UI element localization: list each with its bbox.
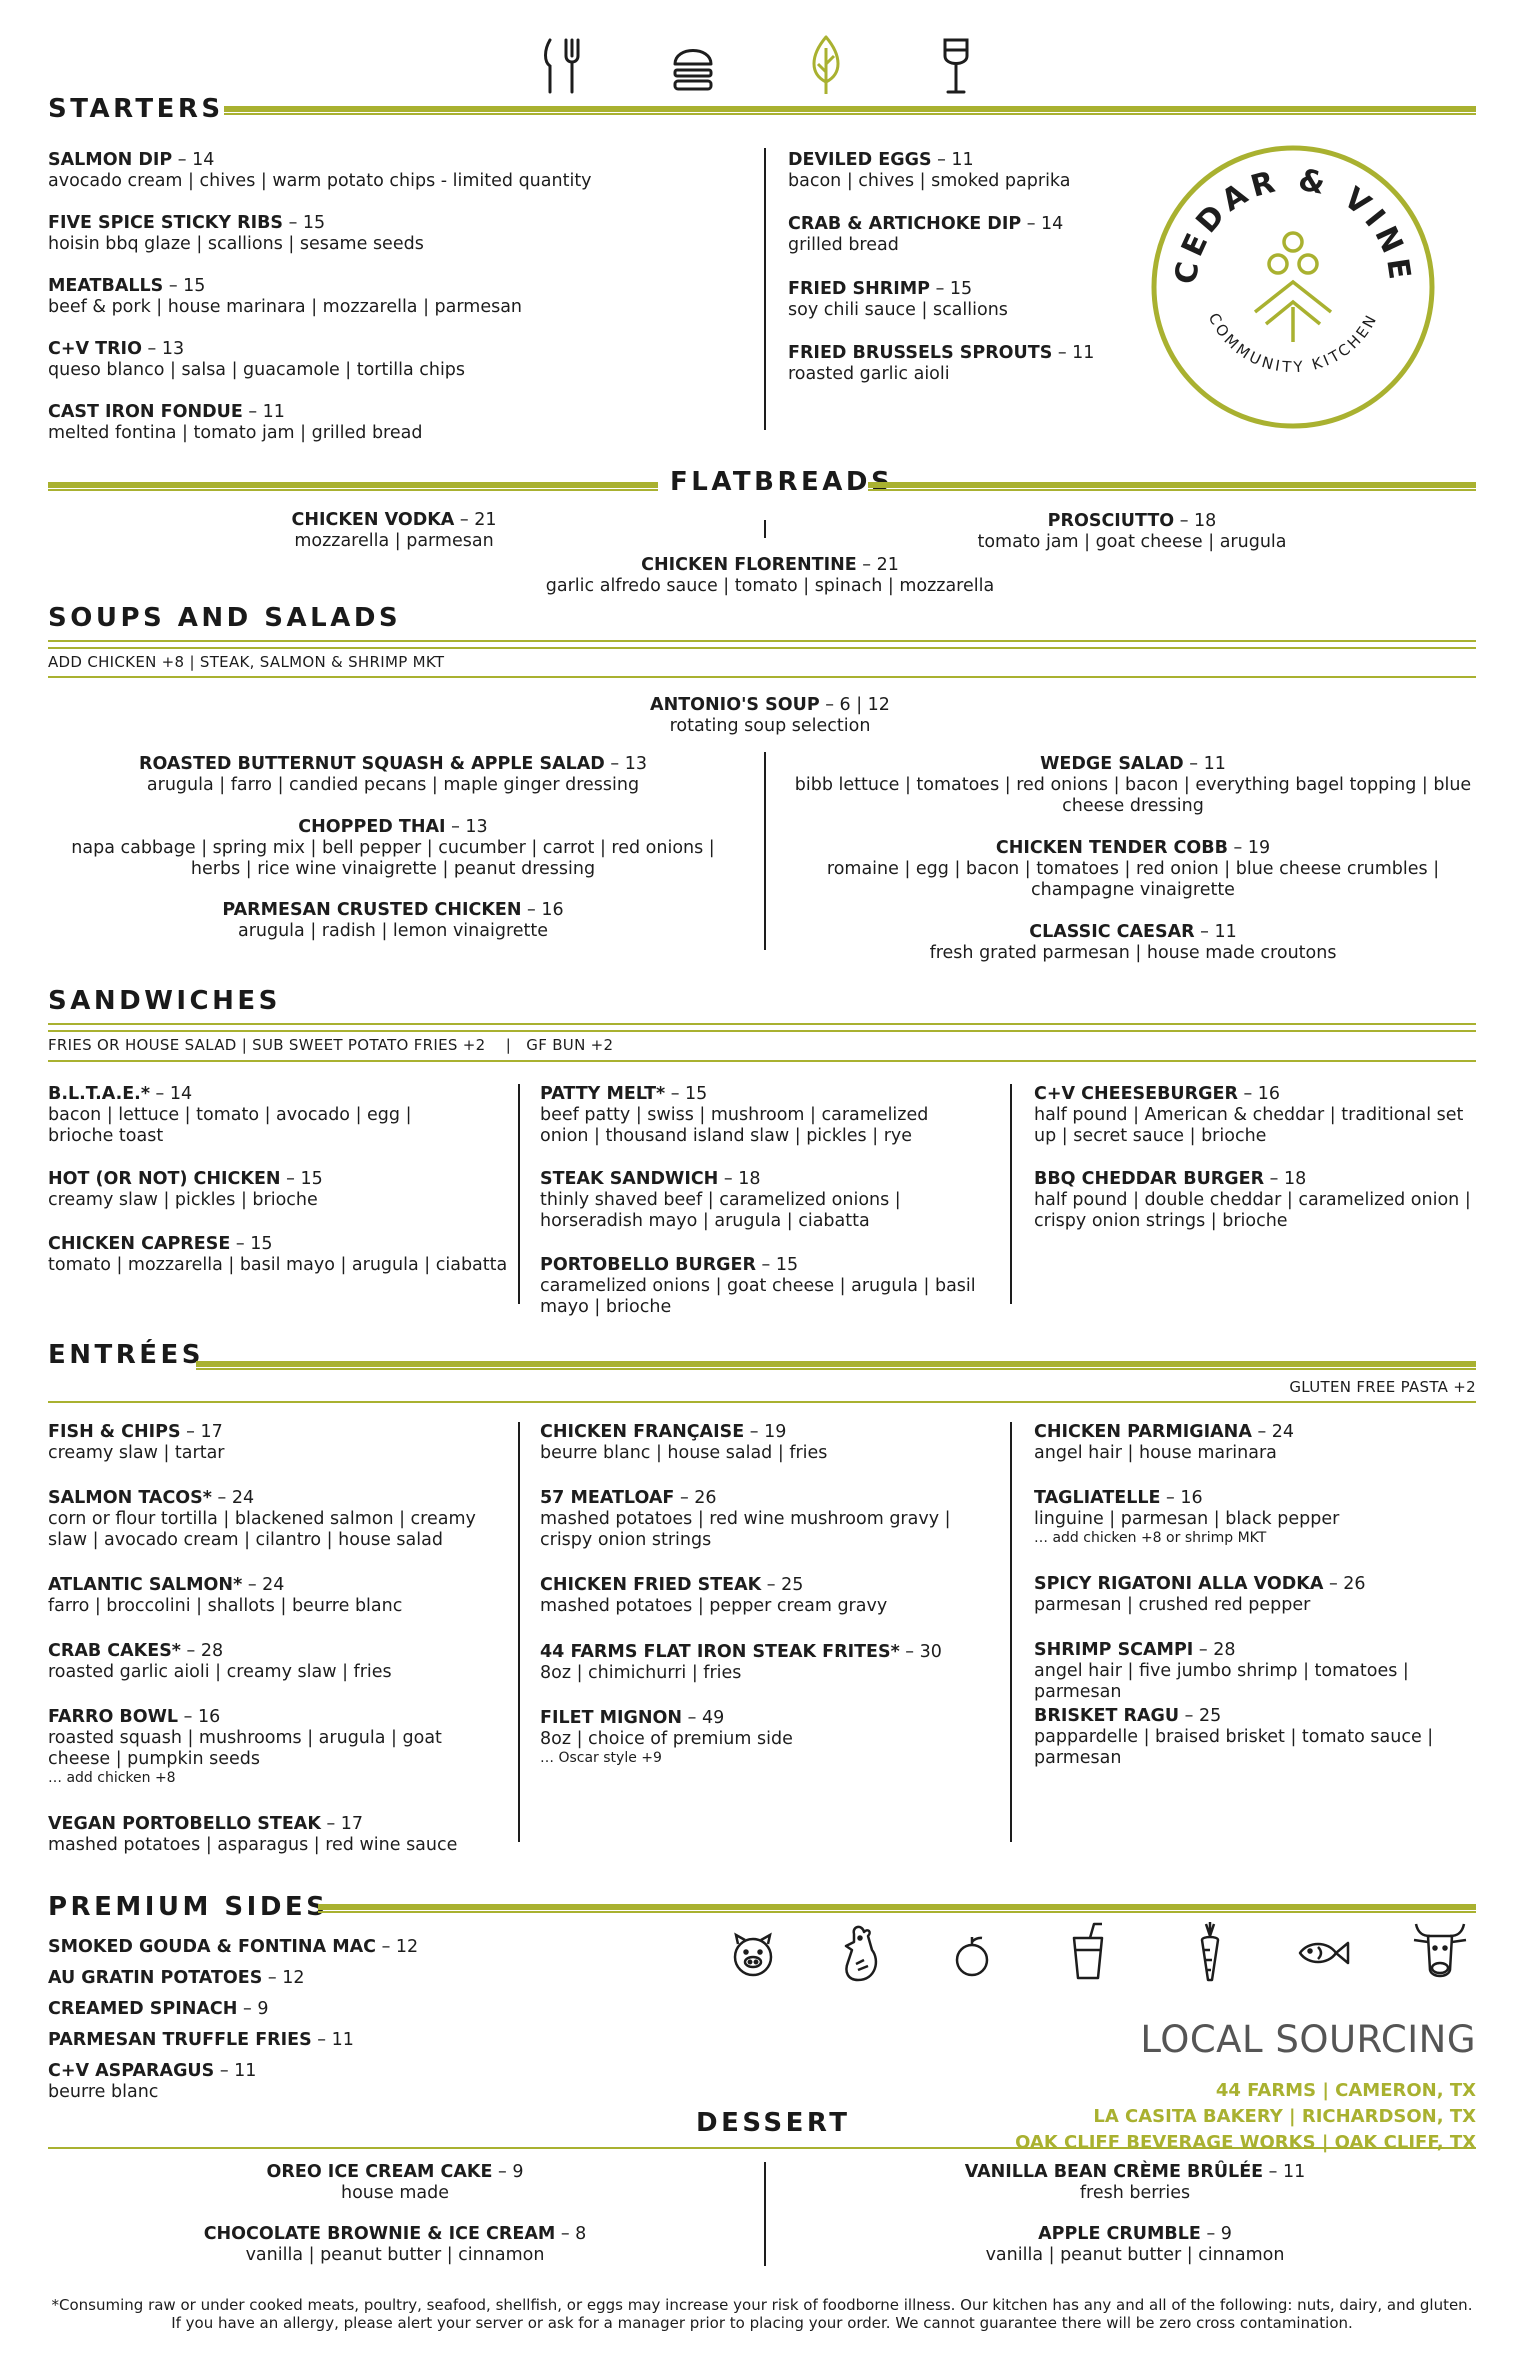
item-name: ROASTED BUTTERNUT SQUASH & APPLE SALAD bbox=[139, 754, 605, 774]
menu-item bbox=[48, 1707, 488, 1787]
item-name: CHOPPED THAI bbox=[298, 817, 446, 837]
item-name: FRIED BRUSSELS SPROUTS bbox=[788, 343, 1053, 363]
item-price: – 15 bbox=[665, 1084, 708, 1104]
entrees-title: ENTRÉES bbox=[48, 1340, 205, 1370]
item-price: – 21 bbox=[454, 510, 497, 530]
sandwiches-divider-1 bbox=[518, 1084, 520, 1304]
menu-item bbox=[788, 150, 1118, 192]
item-desc: caramelized onions | goat cheese | arugula | basil mayo | brioche bbox=[540, 1276, 976, 1317]
item-name: CRAB CAKES* bbox=[48, 1641, 181, 1661]
item-name: CHICKEN PARMIGIANA bbox=[1034, 1422, 1252, 1442]
item-name: CHICKEN VODKA bbox=[291, 510, 455, 530]
menu-item bbox=[540, 1255, 980, 1318]
item-price: – 16 bbox=[178, 1707, 221, 1727]
item-desc: roasted garlic aioli | creamy slaw | fries bbox=[48, 1662, 392, 1682]
item-price: – 19 bbox=[744, 1422, 787, 1442]
carrot-icon bbox=[1192, 1922, 1228, 1984]
item-desc: tomato | mozzarella | basil mayo | arugula | ciabatta bbox=[48, 1255, 508, 1275]
chicken-icon bbox=[840, 1922, 884, 1984]
item-price: – 16 bbox=[1237, 1084, 1281, 1104]
sandwiches-note: FRIES OR HOUSE SALAD | SUB SWEET POTATO FRIES +2 | GF BUN +2 bbox=[48, 1036, 614, 1054]
sourcing-line: LA CASITA BAKERY | RICHARDSON, TX bbox=[1093, 2106, 1476, 2127]
sides-rule bbox=[318, 1904, 1476, 1913]
item-desc: beef & pork | house marinara | mozzarella | parmesan bbox=[48, 297, 523, 317]
item-name: ANTONIO'S SOUP bbox=[650, 695, 820, 715]
item-desc: melted fontina | tomato jam | grilled bread bbox=[48, 423, 423, 443]
menu-item bbox=[48, 1488, 488, 1551]
item-desc: beef patty | swiss | mushroom | caramelized onion | thousand island slaw | pickles | rye bbox=[540, 1105, 929, 1146]
item-desc: angel hair | house marinara bbox=[1034, 1443, 1277, 1463]
item-name: TAGLIATELLE bbox=[1034, 1488, 1161, 1508]
item-desc: vanilla | peanut butter | cinnamon bbox=[985, 2245, 1285, 2265]
item-name: OREO ICE CREAM CAKE bbox=[266, 2162, 493, 2182]
item-price: – 9 bbox=[492, 2162, 524, 2182]
menu-item bbox=[120, 2162, 670, 2204]
sandwiches-note-rule bbox=[48, 1060, 1476, 1062]
entrees-note: GLUTEN FREE PASTA +2 bbox=[1289, 1378, 1476, 1396]
menu-item bbox=[540, 1169, 980, 1232]
soups-rule bbox=[48, 640, 1476, 649]
menu-item bbox=[540, 1488, 980, 1551]
item-price: – 11 bbox=[1183, 754, 1226, 774]
sides-title: PREMIUM SIDES bbox=[48, 1892, 329, 1922]
menu-item bbox=[48, 754, 738, 796]
flatbreads-rule-left bbox=[48, 482, 658, 491]
drink-icon bbox=[1068, 1922, 1108, 1980]
item-price: – 11 bbox=[1194, 922, 1237, 942]
item-price: – 13 bbox=[604, 754, 647, 774]
item-desc: creamy slaw | pickles | brioche bbox=[48, 1190, 318, 1210]
item-name: C+V ASPARAGUS bbox=[48, 2061, 215, 2081]
side-item bbox=[48, 2061, 256, 2103]
item-desc: creamy slaw | tartar bbox=[48, 1443, 225, 1463]
menu-item bbox=[540, 1708, 980, 1767]
item-desc: bibb lettuce | tomatoes | red onions | bacon | everything bagel topping | blue cheese dressing bbox=[794, 775, 1472, 816]
item-price: – 13 bbox=[141, 339, 185, 359]
item-price: – 15 bbox=[755, 1255, 799, 1275]
menu-item bbox=[930, 511, 1334, 553]
item-name: STEAK SANDWICH bbox=[540, 1169, 719, 1189]
sourcing-line: OAK CLIFF BEVERAGE WORKS | OAK CLIFF, TX bbox=[1015, 2132, 1476, 2153]
menu-item bbox=[48, 1641, 488, 1683]
item-price: – 12 bbox=[262, 1968, 305, 1988]
item-price: – 11 bbox=[1052, 343, 1095, 363]
entrees-rule bbox=[196, 1361, 1476, 1370]
menu-item bbox=[788, 279, 1118, 321]
entrees-note-rule bbox=[48, 1401, 1476, 1403]
sandwiches-rule bbox=[48, 1023, 1476, 1032]
item-desc: garlic alfredo sauce | tomato | spinach | mozzarella bbox=[545, 576, 995, 596]
item-desc: avocado cream | chives | warm potato chips - limited quantity bbox=[48, 171, 592, 191]
item-desc: mashed potatoes | red wine mushroom gravy | crispy onion strings bbox=[540, 1509, 951, 1550]
item-name: 57 MEATLOAF bbox=[540, 1488, 675, 1508]
item-name: APPLE CRUMBLE bbox=[1038, 2224, 1201, 2244]
item-price: – 15 bbox=[283, 213, 326, 233]
item-name: PORTOBELLO BURGER bbox=[540, 1255, 756, 1275]
menu-item bbox=[48, 1234, 518, 1276]
menu-item bbox=[540, 1084, 980, 1147]
svg-text:COMMUNITY KITCHEN: COMMUNITY KITCHEN bbox=[1204, 310, 1382, 377]
flatbreads-title: FLATBREADS bbox=[670, 467, 894, 497]
menu-item bbox=[860, 2162, 1410, 2204]
item-price: – 17 bbox=[320, 1814, 364, 1834]
item-name: BRISKET RAGU bbox=[1034, 1706, 1180, 1726]
menu-item bbox=[48, 1575, 488, 1617]
menu-item bbox=[48, 817, 738, 880]
flatbreads-rule-right bbox=[868, 482, 1476, 491]
item-price: – 11 bbox=[931, 150, 974, 170]
item-name: PARMESAN CRUSTED CHICKEN bbox=[222, 900, 522, 920]
starters-divider bbox=[764, 148, 766, 430]
side-item bbox=[48, 1937, 418, 1958]
item-price: – 8 bbox=[555, 2224, 587, 2244]
menu-item bbox=[1034, 1084, 1474, 1147]
item-price: – 11 bbox=[214, 2061, 257, 2081]
cow-icon bbox=[1410, 1920, 1470, 1982]
item-price: – 24 bbox=[1251, 1422, 1295, 1442]
item-name: VEGAN PORTOBELLO STEAK bbox=[48, 1814, 321, 1834]
menu-item bbox=[48, 213, 738, 255]
side-item bbox=[48, 1968, 305, 1989]
item-desc: beurre blanc bbox=[48, 2082, 159, 2102]
item-name: B.L.T.A.E.* bbox=[48, 1084, 150, 1104]
menu-item bbox=[540, 1422, 980, 1464]
item-desc: mashed potatoes | pepper cream gravy bbox=[540, 1596, 888, 1616]
item-price: – 25 bbox=[1179, 1706, 1222, 1726]
item-desc: soy chili sauce | scallions bbox=[788, 300, 1008, 320]
item-extra: … add chicken +8 bbox=[48, 1770, 176, 1786]
item-price: – 13 bbox=[445, 817, 488, 837]
item-desc: beurre blanc | house salad | fries bbox=[540, 1443, 828, 1463]
menu-item bbox=[48, 1084, 468, 1147]
item-name: SALMON DIP bbox=[48, 150, 173, 170]
item-name: FIVE SPICE STICKY RIBS bbox=[48, 213, 284, 233]
item-name: PATTY MELT* bbox=[540, 1084, 666, 1104]
item-desc: fresh berries bbox=[1079, 2183, 1191, 2203]
side-item bbox=[48, 2030, 354, 2051]
item-desc: rotating soup selection bbox=[669, 716, 871, 736]
sandwiches-title: SANDWICHES bbox=[48, 986, 281, 1016]
item-desc: arugula | farro | candied pecans | maple ginger dressing bbox=[146, 775, 640, 795]
menu-item bbox=[48, 1814, 488, 1856]
item-name: SALMON TACOS* bbox=[48, 1488, 212, 1508]
item-desc: napa cabbage | spring mix | bell pepper | cucumber | carrot | red onions | herbs | rice wine vinaigrette | peanut dressing bbox=[71, 838, 715, 879]
soups-note-rule bbox=[48, 676, 1476, 678]
item-name: FARRO BOWL bbox=[48, 1707, 179, 1727]
item-name: SPICY RIGATONI ALLA VODKA bbox=[1034, 1574, 1324, 1594]
cedar-vine-logo bbox=[1148, 142, 1438, 432]
item-name: AU GRATIN POTATOES bbox=[48, 1968, 263, 1988]
item-price: – 16 bbox=[521, 900, 564, 920]
menu-item bbox=[48, 900, 738, 942]
item-name: FRIED SHRIMP bbox=[788, 279, 930, 299]
item-price: – 15 bbox=[280, 1169, 323, 1189]
item-name: 44 FARMS FLAT IRON STEAK FRITES* bbox=[540, 1642, 900, 1662]
item-price: – 14 bbox=[149, 1084, 193, 1104]
soups-note: ADD CHICKEN +8 | STEAK, SALMON & SHRIMP MKT bbox=[48, 653, 445, 671]
item-price: – 9 bbox=[1200, 2224, 1232, 2244]
item-desc: half pound | double cheddar | caramelized onion | crispy onion strings | brioche bbox=[1034, 1190, 1471, 1231]
side-item bbox=[48, 1999, 268, 2020]
item-name: CHICKEN TENDER COBB bbox=[995, 838, 1228, 858]
item-desc: romaine | egg | bacon | tomatoes | red onion | blue cheese crumbles | champagne vinaigrette bbox=[826, 859, 1440, 900]
sandwiches-divider-2 bbox=[1010, 1084, 1012, 1304]
menu-item bbox=[1034, 1640, 1476, 1703]
menu-item bbox=[790, 838, 1476, 901]
leaf-icon bbox=[808, 34, 844, 96]
starters-rule bbox=[224, 106, 1476, 115]
item-price: – 14 bbox=[172, 150, 215, 170]
item-desc: 8oz | chimichurri | fries bbox=[540, 1663, 742, 1683]
item-extra: … Oscar style +9 bbox=[540, 1750, 662, 1766]
item-name: FISH & CHIPS bbox=[48, 1422, 181, 1442]
item-price: – 30 bbox=[899, 1642, 942, 1662]
item-price: – 49 bbox=[682, 1708, 725, 1728]
item-price: – 15 bbox=[230, 1234, 273, 1254]
burger-icon bbox=[672, 40, 714, 92]
item-name: SMOKED GOUDA & FONTINA MAC bbox=[48, 1937, 377, 1957]
item-desc: fresh grated parmesan | house made croutons bbox=[929, 943, 1337, 963]
item-desc: linguine | parmesan | black pepper bbox=[1034, 1509, 1340, 1529]
item-desc: roasted squash | mushrooms | arugula | goat cheese | pumpkin seeds bbox=[48, 1728, 442, 1769]
item-price: – 15 bbox=[163, 276, 206, 296]
item-name: DEVILED EGGS bbox=[788, 150, 932, 170]
item-desc: thinly shaved beef | caramelized onions | horseradish mayo | arugula | ciabatta bbox=[540, 1190, 901, 1231]
item-name: CREAMED SPINACH bbox=[48, 1999, 238, 2019]
item-price: – 19 bbox=[1227, 838, 1271, 858]
item-price: – 18 bbox=[1264, 1169, 1307, 1189]
fork-knife-icon bbox=[542, 36, 582, 96]
dessert-divider bbox=[764, 2162, 766, 2266]
item-desc: bacon | lettuce | tomato | avocado | egg | brioche toast bbox=[48, 1105, 412, 1146]
item-desc: vanilla | peanut butter | cinnamon bbox=[245, 2245, 545, 2265]
starters-title: STARTERS bbox=[48, 94, 224, 124]
menu-item bbox=[1034, 1488, 1476, 1547]
menu-item bbox=[520, 695, 1020, 737]
item-desc: mozzarella | parmesan bbox=[294, 531, 494, 551]
menu-item bbox=[520, 555, 1020, 597]
item-name: CRAB & ARTICHOKE DIP bbox=[788, 214, 1022, 234]
menu-item bbox=[48, 150, 738, 192]
item-name: CHOCOLATE BROWNIE & ICE CREAM bbox=[203, 2224, 556, 2244]
item-name: C+V CHEESEBURGER bbox=[1034, 1084, 1238, 1104]
allergy-disclaimer: *Consuming raw or under cooked meats, poultry, seafood, shellfish, or eggs may increase your risk of foodborne illness. Our kitchen has any and all of the following: nuts, dairy, and gluten. If you have an allergy, please alert your server or ask for a manager prior to placing your order. We cannot guarantee there will be zero cross contamination. bbox=[51, 2296, 1473, 2332]
item-price: – 12 bbox=[376, 1937, 419, 1957]
menu-item bbox=[790, 922, 1476, 964]
menu-item bbox=[48, 1422, 488, 1464]
item-desc: mashed potatoes | asparagus | red wine sauce bbox=[48, 1835, 458, 1855]
item-price: – 25 bbox=[761, 1575, 804, 1595]
fish-icon bbox=[1298, 1938, 1350, 1968]
item-desc: 8oz | choice of premium side bbox=[540, 1729, 793, 1749]
entrees-divider-2 bbox=[1010, 1422, 1012, 1842]
entrees-divider-1 bbox=[518, 1422, 520, 1842]
item-name: CHICKEN FRANÇAISE bbox=[540, 1422, 745, 1442]
wine-glass-icon bbox=[940, 36, 972, 96]
menu-item bbox=[48, 402, 738, 444]
soups-title: SOUPS AND SALADS bbox=[48, 603, 402, 633]
item-name: ATLANTIC SALMON* bbox=[48, 1575, 243, 1595]
menu-item bbox=[788, 343, 1118, 385]
item-price: – 18 bbox=[718, 1169, 761, 1189]
item-desc: half pound | American & cheddar | traditional set up | secret sauce | brioche bbox=[1034, 1105, 1464, 1146]
item-name: BBQ CHEDDAR BURGER bbox=[1034, 1169, 1265, 1189]
item-price: – 14 bbox=[1021, 214, 1064, 234]
menu-item bbox=[540, 1642, 980, 1684]
menu-item bbox=[48, 339, 738, 381]
item-name: MEATBALLS bbox=[48, 276, 164, 296]
menu-item bbox=[860, 2224, 1410, 2266]
apple-icon bbox=[954, 1934, 990, 1978]
item-price: – 28 bbox=[180, 1641, 224, 1661]
item-price: – 15 bbox=[930, 279, 973, 299]
item-price: – 17 bbox=[180, 1422, 223, 1442]
item-name: PROSCIUTTO bbox=[1047, 511, 1175, 531]
item-desc: arugula | radish | lemon vinaigrette bbox=[237, 921, 549, 941]
item-desc: angel hair | five jumbo shrimp | tomatoes | parmesan bbox=[1034, 1661, 1409, 1702]
item-name: PARMESAN TRUFFLE FRIES bbox=[48, 2030, 312, 2050]
menu-item bbox=[788, 214, 1118, 256]
item-desc: corn or flour tortilla | blackened salmon | creamy slaw | avocado cream | cilantro | house salad bbox=[48, 1509, 476, 1550]
menu-item bbox=[48, 276, 738, 318]
item-price: – 24 bbox=[242, 1575, 285, 1595]
item-price: – 11 bbox=[242, 402, 285, 422]
item-price: – 18 bbox=[1174, 511, 1217, 531]
item-desc: tomato jam | goat cheese | arugula bbox=[977, 532, 1287, 552]
item-desc: farro | broccolini | shallots | beurre blanc bbox=[48, 1596, 403, 1616]
item-name: WEDGE SALAD bbox=[1040, 754, 1184, 774]
menu-item bbox=[48, 1169, 468, 1211]
item-desc: grilled bread bbox=[788, 235, 899, 255]
menu-item bbox=[1034, 1574, 1476, 1616]
sourcing-line: 44 FARMS | CAMERON, TX bbox=[1215, 2080, 1476, 2101]
pig-icon bbox=[728, 1930, 778, 1980]
item-desc: parmesan | crushed red pepper bbox=[1034, 1595, 1311, 1615]
item-desc: house made bbox=[341, 2183, 449, 2203]
item-price: – 28 bbox=[1193, 1640, 1236, 1660]
item-price: – 11 bbox=[1263, 2162, 1306, 2182]
svg-text:CEDAR & VINE: CEDAR & VINE bbox=[1168, 162, 1418, 287]
item-name: HOT (OR NOT) CHICKEN bbox=[48, 1169, 281, 1189]
item-name: VANILLA BEAN CRÈME BRÛLÉE bbox=[964, 2162, 1264, 2182]
item-price: – 21 bbox=[856, 555, 899, 575]
item-desc: hoisin bbq glaze | scallions | sesame seeds bbox=[48, 234, 424, 254]
item-price: – 26 bbox=[1323, 1574, 1366, 1594]
item-price: – 24 bbox=[211, 1488, 255, 1508]
item-price: – 11 bbox=[311, 2030, 354, 2050]
item-price: – 26 bbox=[674, 1488, 717, 1508]
dessert-title: DESSERT bbox=[696, 2108, 851, 2138]
menu-item bbox=[540, 1575, 980, 1617]
item-name: FILET MIGNON bbox=[540, 1708, 683, 1728]
item-name: CAST IRON FONDUE bbox=[48, 402, 243, 422]
item-name: CHICKEN FRIED STEAK bbox=[540, 1575, 762, 1595]
menu-item bbox=[790, 754, 1476, 817]
item-desc: queso blanco | salsa | guacamole | tortilla chips bbox=[48, 360, 466, 380]
item-extra: … add chicken +8 or shrimp MKT bbox=[1034, 1530, 1267, 1546]
item-name: C+V TRIO bbox=[48, 339, 142, 359]
item-price: – 16 bbox=[1160, 1488, 1203, 1508]
item-name: CLASSIC CAESAR bbox=[1029, 922, 1195, 942]
menu-item bbox=[120, 2224, 670, 2266]
sourcing-title: LOCAL SOURCING bbox=[1140, 2018, 1476, 2061]
dessert-rule bbox=[48, 2147, 1476, 2149]
item-price: – 6 | 12 bbox=[819, 695, 890, 715]
item-desc: bacon | chives | smoked paprika bbox=[788, 171, 1071, 191]
menu-item bbox=[192, 510, 596, 552]
flatbreads-divider bbox=[764, 520, 766, 538]
soups-divider bbox=[764, 752, 766, 950]
menu-item bbox=[1034, 1422, 1476, 1464]
item-desc: roasted garlic aioli bbox=[788, 364, 950, 384]
menu-item bbox=[1034, 1169, 1474, 1232]
item-name: SHRIMP SCAMPI bbox=[1034, 1640, 1194, 1660]
item-desc: pappardelle | braised brisket | tomato sauce | parmesan bbox=[1034, 1727, 1434, 1768]
item-name: CHICKEN FLORENTINE bbox=[641, 555, 857, 575]
menu-item bbox=[1034, 1706, 1476, 1769]
item-name: CHICKEN CAPRESE bbox=[48, 1234, 231, 1254]
item-price: – 9 bbox=[237, 1999, 269, 2019]
